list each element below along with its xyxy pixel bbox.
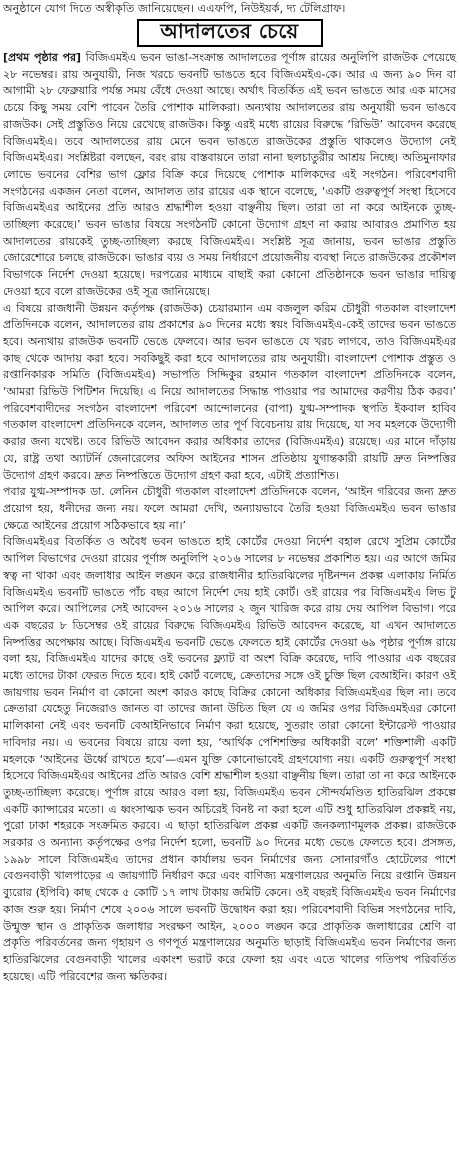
headline: আদালতের চেয়ে [137,19,323,47]
paragraph-text: বিজিএমইএ ভবন ভাঙা-সংক্রান্ত আদালতের পূর্ণাঙ্গ রায়ের অনুলিপি রাজউক পেয়েছে ২৮ নভেম্বর। রায় অনুযায়ী, নিজ খরচে ভবনটি ভাঙতে হবে বিজিএমইএ-কে। আর এ জন্য ৯০ দিন বা আগামী ২৮ ফেব্রুয়ারি পর্যন্ত সময় বেঁধে দেওয়া আছে। অর্থাৎ বিতর্কিত এই ভবন ভাঙতে আর এক মাসের চেয়ে কিছু সময় বেশি পাবেন তৈরি পোশাক মালিকরা। অন্যথায় আদালতের রায় অনুযায়ী ভবন ভাঙবে রাজউক। সেই প্রস্তুতিও নিয়ে রেখেছে রাজউক। কিন্তু এরই মধ্যে রায়ের বিরুদ্ধে ‘রিভিউ’ আবেদন করেছে বিজিএমইএ। তবে আদালতের রায় মেনে ভবন ভাঙতে রাজউকের প্রস্তুতি থাকলেও উদ্যোগ নেই বিজিএমইএর। সংশ্লিষ্টরা বলছেন, বরং রায় বাস্তবায়নে তারা নানা ছলচাতুরীর আশ্রয় নিচ্ছে। অতিমুনাফার লোভে ভবনের বেশির ভাগ ফ্লোর বিক্রি করে দিয়েছে পোশাক মালিকদের এই সংগঠন। পরিবেশবাদী সংগঠনের একজন নেতা বলেন, আদালত তার রায়ের এক স্থানে বলেছে, ‘একটি গুরুত্বপূর্ণ সংস্থা হিসেবে বিজিএমইএর আইনের প্রতি আরও শ্রদ্ধাশীল হওয়া বাঞ্ছনীয় ছিল। তারা তা না করে আইনকে তুচ্ছ-তাচ্ছিল্য করেছে।’ ভবন ভাঙার বিষয়ে সংগঠনটি কোনো উদ্যোগ গ্রহণ না করায় আবারও প্রমাণিত হয় আদালতের রায়কেই তুচ্ছ-তাচ্ছিল্য করছে বিজিএমইএ। সংশ্লিষ্ট সূত্র জানায়, ভবন ভাঙার প্রস্তুতি জোরেশোরে চলছে রাজউকে। ভাঙার ব্যয় ও সময় নির্ধারণে প্রয়োজনীয় ব্যবস্থা নিতে রাজউকের প্রকৌশল বিভাগকে নির্দেশ দেওয়া হয়েছে। দরপত্রের মাধ্যমে বাছাই করা কোনো প্রতিষ্ঠানকে ভবন ভাঙার দায়িত্ব দেওয়া হবে বলে রাজউকের ওই সূত্র জানিয়েছে। [3,51,457,298]
article-paragraph-1 [3,50,456,301]
article-paragraph-2: এ বিষয়ে রাজধানী উন্নয়ন কর্তৃপক্ষ (রাজউক) চেয়ারম্যান এম বজলুল করিম চৌধুরী গতকাল বাংলাদেশ প্রতিদিনকে বলেন, আদালতের রায় প্রকাশের ৯০ দিনের মধ্যে স্বয়ং বিজিএমইএ-কেই তাদের ভবন ভাঙতে হবে। অন্যথায় রাজউক ভবনটি ভেঙে ফেলবে। আর ভবন ভাঙতে যে খরচ লাগবে, তাও বিজিএমইএর কাছ থেকে আদায় করা হবে। সবকিছুই করা হবে আদালতের রায় অনুযায়ী। বাংলাদেশ পোশাক প্রস্তুত ও রপ্তানিকারক সমিতি (বিজিএমইএ) সভাপতি সিদ্দিকুর রহমান গতকাল বাংলাদেশ প্রতিদিনকে বলেন, ‘আমরা রিভিউ পিটিশন দিয়েছি। এ নিয়ে আদালতের সিদ্ধান্ত পাওয়ার পর আমাদের করণীয় ঠিক করব।’ পরিবেশবাদীদের সংগঠন বাংলাদেশ পরিবেশ আন্দোলনের (বাপা) যুগ্ম-সম্পাদক স্থপতি ইকবাল হাবিব গতকাল বাংলাদেশ প্রতিদিনকে বলেন, আদালত তার পূর্ণ বিবেচনায় রায় দিয়েছে, যা সব মহলকে উদ্যোগী করার জন্য যথেষ্ট। তবে রিভিউ আবেদন করার অধিকার তাদের (বিজিএমইএ) রয়েছে। এর মানে দাঁড়ায় যে, রাষ্ট্র তথা অ্যাটর্নি জেনারেলের অফিস আইনের শাসন প্রতিষ্ঠায় যুগান্তকারী রায়টি দ্রুত নিষ্পত্তির উদ্যোগ গ্রহণ করবে। দ্রুত নিষ্পত্তিতে উদ্যোগ গ্রহণ করা হবে, এটাই প্রত্যাশিত। [3,301,456,482]
article-body [3,50,456,985]
previous-article-tail: অনুষ্ঠানে যোগ দিতে অস্বীকৃতি জানিয়েছেন। এএফপি, নিউইয়র্ক, দ্য টেলিগ্রাফ। [3,2,346,15]
continuation-label: [প্রথম পৃষ্ঠার পর] [3,51,82,64]
article-paragraph-4: বিজিএমইএর বিতর্কিত ও অবৈধ ভবন ভাঙতে হাই কোর্টের দেওয়া নির্দেশ বহাল রেখে সুপ্রিম কোর্টের আপিল বিভাগের দেওয়া রায়ের পূর্ণাঙ্গ অনুলিপি ২০১৬ সালের ৮ নভেম্বর প্রকাশিত হয়। এর আগে জমির স্বত্ব না থাকা এবং জলাধার আইন লঙ্ঘন করে রাজধানীর হাতিরঝিলের দৃষ্টিনন্দন প্রকল্প এলাকায় নির্মিত বিজিএমইএ ভবনটি ভাঙতে পাঁচ বছর আগে নির্দেশ দেয় হাই কোর্ট। ওই রায়ের পর বিজিএমইএ লিভ টু আপিল করে। আপিলের সেই আবেদন ২০১৬ সালের ২ জুন খারিজ করে রায় দেয় আপিল বিভাগ। পরে এক বছরের ৮ ডিসেম্বর ওই রায়ের বিরুদ্ধে বিজিএমইএ রিভিউ আবেদন করেছে, যা এখন আদালতে নিষ্পত্তির অপেক্ষায় আছে। বিজিএমইএ ভবনটি ভেঙে ফেলতে হাই কোর্টের দেওয়া ৬৯ পৃষ্ঠার পূর্ণাঙ্গ রায়ে বলা হয়, বিজিএমইএ যাদের কাছে ওই ভবনের ফ্ল্যাট বা অংশ বিক্রি করেছে, দাবি পাওয়ার এক বছরের মধ্যে তাদের টাকা ফেরত দিতে হবে। হাই কোর্ট বলেছে, ক্রেতাদের সঙ্গে ওই চুক্তি ছিল বেআইনি। কারণ ওই জায়গায় ভবন নির্মাণ বা কোনো অংশ কারও কাছে বিক্রির কোনো অধিকার বিজিএমইএর ছিল না। তবে ক্রেতারা যেহেতু নিজেরাও জানত বা তাদের জানা উচিত ছিল যে এ জমির ওপর বিজিএমইএর কোনো মালিকানা নেই এবং ভবনটি বেআইনিভাবে নির্মাণ করা হয়েছে, সুতরাং তারা কোনো ইন্টারেস্ট পাওয়ার দাবিদার নয়। এ ভবনের বিষয়ে রায়ে বলা হয়, ‘আর্থিক পেশিশক্তির অধিকারী বলে’ শক্তিশালী একটি মহলকে ‘আইনের ঊর্ধ্বে রাখতে হবে’—এমন যুক্তি কোনোভাবেই গ্রহণযোগ্য নয়। একটি গুরুত্বপূর্ণ সংস্থা হিসেবে বিজিএমইএর আইনের প্রতি আরও বেশি শ্রদ্ধাশীল হওয়া বাঞ্ছনীয় ছিল। তারা তা না করে আইনকে তুচ্ছ-তাচ্ছিল্য করেছে। পূর্ণাঙ্গ রায়ে আরও বলা হয়, বিজিএমইএ ভবন সৌন্দর্যমণ্ডিত হাতিরঝিল প্রকল্পে একটি ক্যান্সারের মতো। এ ধ্বংসাত্মক ভবন অচিরেই বিনষ্ট না করা হলে এটি শুধু হাতিরঝিল প্রকল্পই নয়, পুরো ঢাকা শহরকে সংক্রমিত করবে। এ ছাড়া হাতিরঝিল প্রকল্প একটি জনকল্যাণমূলক প্রকল্প। রাজউকে সরকার ও অন্যান্য কর্তৃপক্ষের ওপর নির্দেশ হলো, ভবনটি ৯০ দিনের মধ্যে ভেঙে ফেলতে হবে। প্রসঙ্গত, ১৯৯৮ সালে বিজিএমইএ তাদের প্রধান কার্যালয় ভবন নির্মাণের জন্য সোনারগাঁও হোটেলের পাশে বেগুনবাড়ী খালপাড়ের এ জায়গাটি নির্ধারণ করে এবং বাণিজ্য মন্ত্রণালয়ের অনুমতি নিয়ে রপ্তানি উন্নয়ন ব্যুরোর (ইপিবি) কাছ থেকে ৫ কোটি ১৭ লাখ টাকায় জমিটি কেনে। ওই বছরই বিজিএমইএ ভবন নির্মাণের কাজ শুরু হয়। নির্মাণ শেষে ২০০৬ সালে ভবনটি উদ্বোধন করা হয়। পরিবেশবাদী বিভিন্ন সংগঠনের দাবি, উন্মুক্ত স্থান ও প্রাকৃতিক জলাধার সংরক্ষণ আইন, ২০০০ লঙ্ঘন করে প্রাকৃতিক জলাধারের শ্রেণি বা প্রকৃতি পরিবর্তনের জন্য গৃহায়ণ ও গণপূর্ত মন্ত্রণালয়ের অনুমতি ছাড়াই বিজিএমইএ ভবন নির্মাণের জন্য হাতিরঝিলের বেগুনবাড়ী খালের একাংশ ভরাট করে ফেলা হয় এবং এতে খালের গতিপথ পরিবর্তিত হয়েছে। এটি পরিবেশের জন্য ক্ষতিকর। [3,535,456,983]
article-paragraph-3: পবার যুগ্ম-সম্পাদক ডা. লেনিন চৌধুরী গতকাল বাংলাদেশ প্রতিদিনকে বলেন, ‘আইন গরিবের জন্য দ্রুত প্রয়োগ হয়, ধনীদের জন্য নয়। ফলে আমরা দেখি, অন্যায়ভাবে তৈরি হওয়া বিজিএমইএ ভবন ভাঙার ক্ষেত্রে আইনের প্রয়োগ সঠিকভাবে হয় না।’ [3,485,456,532]
